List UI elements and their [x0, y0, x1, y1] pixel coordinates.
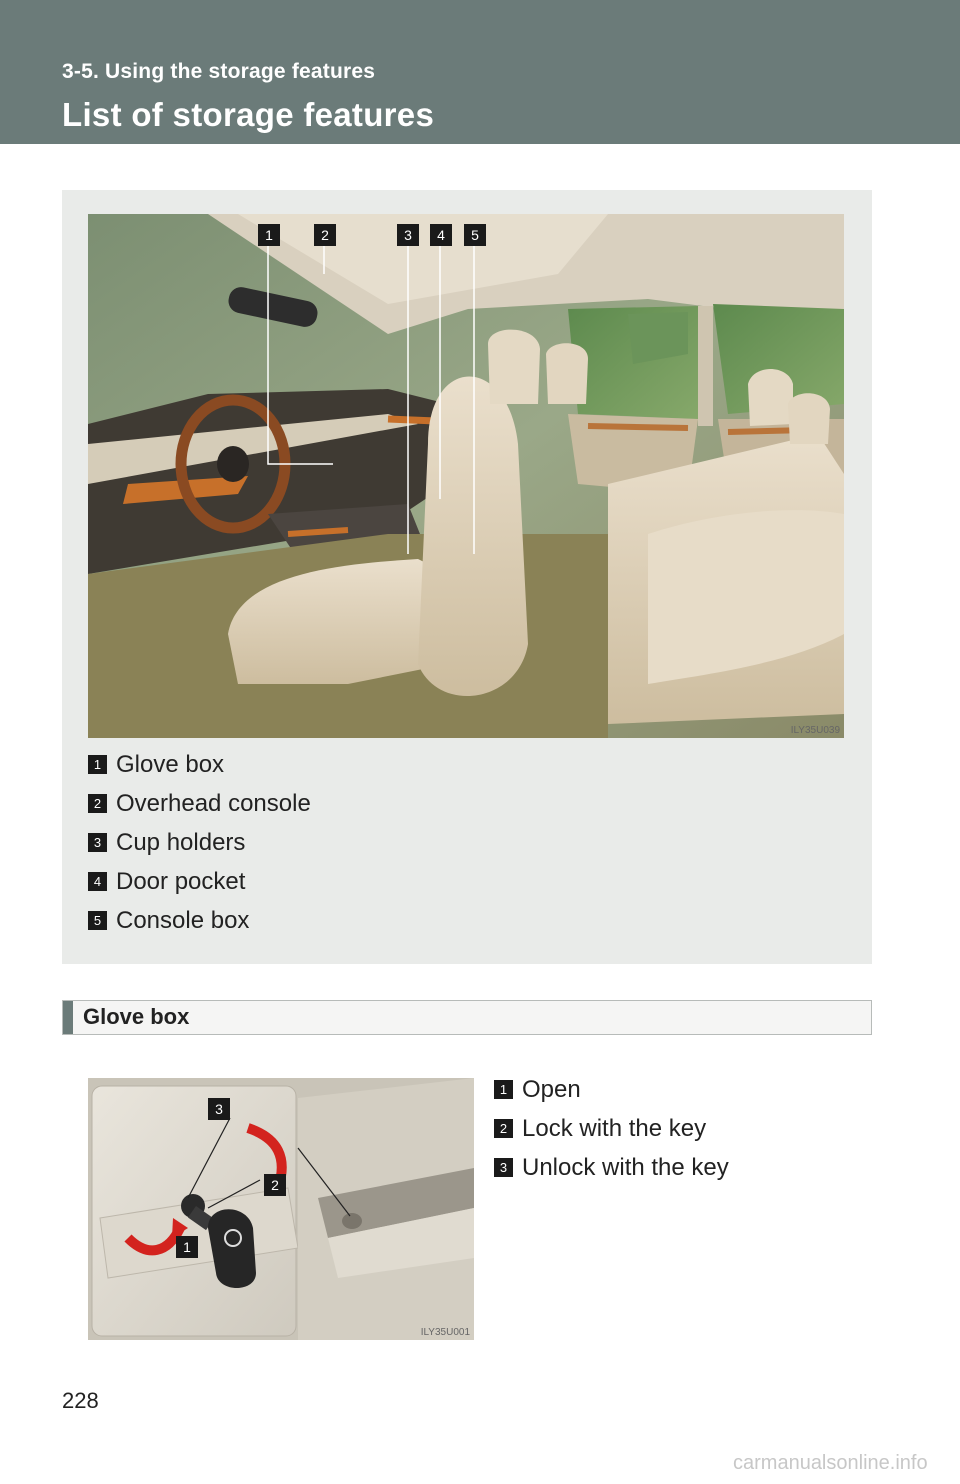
callout-2: 2	[264, 1174, 286, 1196]
callout-4: 4	[430, 224, 452, 246]
page-title: List of storage features	[62, 96, 435, 133]
callout-2: 2	[314, 224, 336, 246]
legend-item	[88, 745, 311, 784]
interior-illustration	[88, 214, 844, 738]
image-code: ILY35U001	[420, 1327, 470, 1338]
number-badge: 2	[494, 1119, 513, 1138]
legend-label: Glove box	[116, 750, 225, 778]
legend-item	[88, 901, 311, 940]
legend-item	[88, 784, 311, 823]
image-code: ILY35U039	[790, 725, 840, 736]
number-badge: 5	[88, 911, 107, 930]
interior-drawing	[88, 214, 844, 738]
glove-box-illustration	[88, 1078, 474, 1340]
glove-box-steps	[494, 1070, 729, 1187]
number-badge: 1	[494, 1080, 513, 1099]
step-label: Lock with the key	[522, 1114, 707, 1142]
page-number: 228	[62, 1388, 99, 1413]
legend-item	[88, 862, 311, 901]
page-header	[0, 0, 960, 144]
legend-item	[88, 823, 311, 862]
callout-1: 1	[258, 224, 280, 246]
callout-1: 1	[176, 1236, 198, 1258]
number-badge: 1	[88, 755, 107, 774]
number-badge: 3	[494, 1158, 513, 1177]
heading-accent	[63, 1001, 73, 1034]
section-label: 3-5. Using the storage features	[62, 60, 376, 83]
step-label: Unlock with the key	[522, 1153, 729, 1181]
overview-legend	[88, 745, 311, 940]
step-item	[494, 1070, 729, 1109]
glove-box-drawing	[88, 1078, 474, 1340]
legend-label: Door pocket	[116, 867, 246, 895]
glove-box-heading: Glove box	[83, 1004, 190, 1029]
callout-3: 3	[208, 1098, 230, 1120]
number-badge: 2	[88, 794, 107, 813]
number-badge: 3	[88, 833, 107, 852]
step-item	[494, 1148, 729, 1187]
callout-3: 3	[397, 224, 419, 246]
footer-watermark: carmanualsonline.info	[733, 1452, 928, 1474]
legend-label: Cup holders	[116, 828, 246, 856]
glove-box-heading-bar	[62, 1000, 872, 1035]
step-item	[494, 1109, 729, 1148]
step-label: Open	[522, 1075, 581, 1103]
legend-label: Overhead console	[116, 789, 311, 817]
legend-label: Console box	[116, 906, 250, 934]
callout-5: 5	[464, 224, 486, 246]
number-badge: 4	[88, 872, 107, 891]
